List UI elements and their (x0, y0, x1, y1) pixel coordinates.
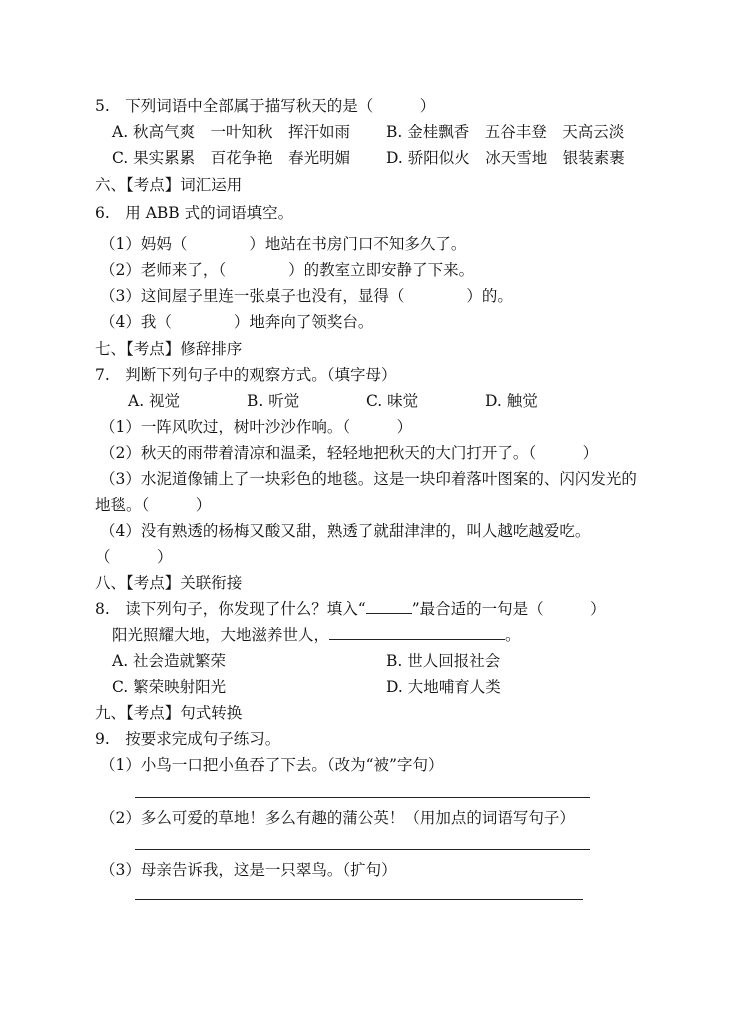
q6-item-3: （3）这间屋子里连一张桌子也没有，显得（ ）的。 (100, 287, 513, 305)
q7-option-d: D. 触觉 (485, 392, 538, 410)
q5-stem: 5. 下列词语中全部属于描写秋天的是（ ） (95, 97, 436, 115)
q9-item-1: （1）小鸟一口把小鱼吞了下去。（改为“被”字句） (100, 756, 444, 774)
section-7-title: 七、【考点】修辞排序 (95, 340, 243, 358)
q9-answer-line-3[interactable] (135, 899, 583, 900)
q9-item-3: （3）母亲告诉我，这是一只翠鸟。（扩句） (100, 861, 397, 879)
q8-sentence-text: 阳光照耀大地，大地滋养世人， (112, 626, 330, 644)
q7-item-3: （3）水泥道像铺上了一块彩色的地毯。这是一块印着落叶图案的、闪闪发光的 (100, 470, 637, 488)
section-6-title: 六、【考点】词汇运用 (95, 176, 243, 194)
q9-stem: 9. 按要求完成句子练习。 (95, 730, 281, 748)
q6-item-1: （1）妈妈（ ）地站在书房门口不知多久了。 (100, 235, 467, 253)
q7-item-4: （4）没有熟透的杨梅又酸又甜，熟透了就甜津津的，叫人越吃越爱吃。 (100, 522, 591, 540)
q5-option-b: B. 金桂飘香 五谷丰登 天高云淡 (386, 123, 625, 141)
q7-stem: 7. 判断下列句子中的观察方式。（填字母） (95, 366, 397, 384)
q9-answer-line-2[interactable] (135, 849, 590, 850)
q7-item-4-answer: （ ） (95, 548, 173, 566)
q7-option-a: A. 视觉 (128, 392, 181, 410)
q6-stem: 6. 用 ABB 式的词语填空。 (95, 204, 294, 222)
q8-stem (95, 599, 606, 619)
q6-item-4: （4）我（ ）地奔向了领奖台。 (100, 313, 374, 331)
q8-option-b: B. 世人回报社会 (386, 652, 501, 670)
q8-option-a: A. 社会造就繁荣 (112, 652, 227, 670)
q9-item-2: （2）多么可爱的草地！多么有趣的蒲公英！（用加点的词语写句子） (100, 809, 575, 827)
q9-answer-line-1[interactable] (135, 797, 590, 798)
q5-option-c: C. 果实累累 百花争艳 春光明媚 (112, 149, 351, 167)
q8-sentence (112, 625, 521, 645)
section-9-title: 九、【考点】句式转换 (95, 704, 243, 722)
q7-item-1: （1）一阵风吹过，树叶沙沙作响。（ ） (100, 418, 413, 436)
q7-option-b: B. 听觉 (247, 392, 300, 410)
q6-item-2: （2）老师来了，（ ）的教室立即安静了下来。 (100, 261, 475, 279)
q7-item-2: （2）秋天的雨带着清凉和温柔，轻轻地把秋天的大门打开了。（ ） (100, 444, 599, 462)
q8-option-c: C. 繁荣映射阳光 (112, 678, 227, 696)
q8-option-d: D. 大地哺育人类 (386, 678, 501, 696)
q8-stem-blank (366, 599, 412, 614)
q8-sentence-blank (329, 625, 505, 640)
q7-option-c: C. 味觉 (366, 392, 419, 410)
q8-stem-part-b: ”最合适的一句是（ ） (411, 600, 606, 618)
q8-stem-part-a: 8. 读下列句子，你发现了什么？填入“ (95, 600, 366, 618)
q5-option-a: A. 秋高气爽 一叶知秋 挥汗如雨 (112, 123, 351, 141)
q5-option-d: D. 骄阳似火 冰天雪地 银装素裹 (386, 149, 625, 167)
q8-sentence-end: 。 (505, 626, 521, 644)
q7-item-3-cont: 地毯。（ ） (95, 496, 212, 514)
section-8-title: 八、【考点】关联衔接 (95, 574, 243, 592)
